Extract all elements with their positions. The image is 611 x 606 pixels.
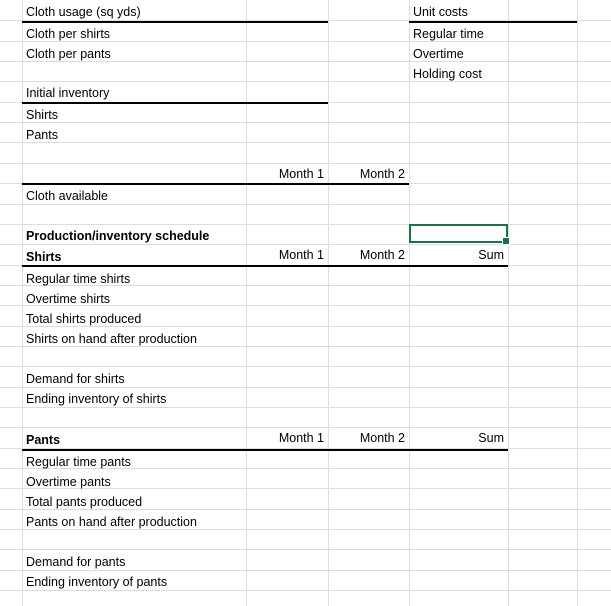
cell-demand-pants[interactable]: Demand for pants	[26, 555, 126, 569]
border-pants-header	[22, 449, 508, 451]
row-gridline	[0, 122, 611, 123]
cell-shirts-header[interactable]: Shirts	[26, 250, 62, 264]
border-shirts-header	[22, 265, 508, 267]
cell-cloth-available[interactable]: Cloth available	[26, 189, 108, 203]
cell-total-pants-produced[interactable]: Total pants produced	[26, 495, 143, 509]
cell-overtime-pants[interactable]: Overtime pants	[26, 475, 111, 489]
gridline	[577, 0, 578, 606]
cell-month2-header-shirts[interactable]: Month 2	[359, 248, 405, 262]
cell-total-shirts-produced[interactable]: Total shirts produced	[26, 312, 142, 326]
row-gridline	[0, 224, 611, 225]
border-initial-inventory	[22, 102, 328, 104]
cell-shirts-on-hand[interactable]: Shirts on hand after production	[26, 332, 197, 346]
cell-cloth-per-pants[interactable]: Cloth per pants	[26, 47, 111, 61]
cell-sum-header-pants[interactable]: Sum	[478, 431, 504, 445]
cell-regular-time[interactable]: Regular time	[413, 27, 484, 41]
border-cloth-usage	[22, 21, 328, 23]
cell-ending-inventory-pants[interactable]: Ending inventory of pants	[26, 575, 168, 589]
gridline	[508, 0, 509, 606]
cell-cloth-usage-title[interactable]: Cloth usage (sq yds)	[26, 5, 141, 19]
cell-overtime-shirts[interactable]: Overtime shirts	[26, 292, 111, 306]
cell-demand-shirts[interactable]: Demand for shirts	[26, 372, 125, 386]
cell-month2-header-pants[interactable]: Month 2	[359, 431, 405, 445]
cell-initial-shirts[interactable]: Shirts	[26, 108, 58, 122]
row-gridline	[0, 366, 611, 367]
cell-overtime[interactable]: Overtime	[413, 47, 464, 61]
cell-month1-header-cloth[interactable]: Month 1	[278, 167, 324, 181]
cell-regular-time-pants[interactable]: Regular time pants	[26, 455, 131, 469]
selected-cell[interactable]	[409, 224, 508, 243]
cell-regular-time-shirts[interactable]: Regular time shirts	[26, 272, 131, 286]
cell-ending-inventory-shirts[interactable]: Ending inventory of shirts	[26, 392, 167, 406]
cell-initial-pants[interactable]: Pants	[26, 128, 58, 142]
cell-initial-inventory[interactable]: Initial inventory	[26, 86, 110, 100]
cell-sum-header-shirts[interactable]: Sum	[478, 248, 504, 262]
cell-month1-header-shirts[interactable]: Month 1	[278, 248, 324, 262]
cell-cloth-per-shirts[interactable]: Cloth per shirts	[26, 27, 111, 41]
border-month-header-cloth	[22, 183, 409, 185]
cell-month1-header-pants[interactable]: Month 1	[278, 431, 324, 445]
cell-pants-on-hand[interactable]: Pants on hand after production	[26, 515, 197, 529]
border-unit-costs	[409, 21, 577, 23]
cell-production-schedule-title[interactable]: Production/inventory schedule	[26, 229, 210, 243]
cell-holding-cost[interactable]: Holding cost	[413, 67, 482, 81]
gridline	[409, 0, 410, 606]
cell-pants-header[interactable]: Pants	[26, 433, 61, 447]
fill-handle[interactable]	[502, 237, 510, 245]
cell-month2-header-cloth[interactable]: Month 2	[359, 167, 405, 181]
gridline	[246, 0, 247, 606]
cell-unit-costs-title[interactable]: Unit costs	[413, 5, 468, 19]
gridline	[328, 0, 329, 606]
row-gridline	[0, 549, 611, 550]
row-gridline	[0, 142, 611, 143]
row-gridline	[0, 81, 611, 82]
